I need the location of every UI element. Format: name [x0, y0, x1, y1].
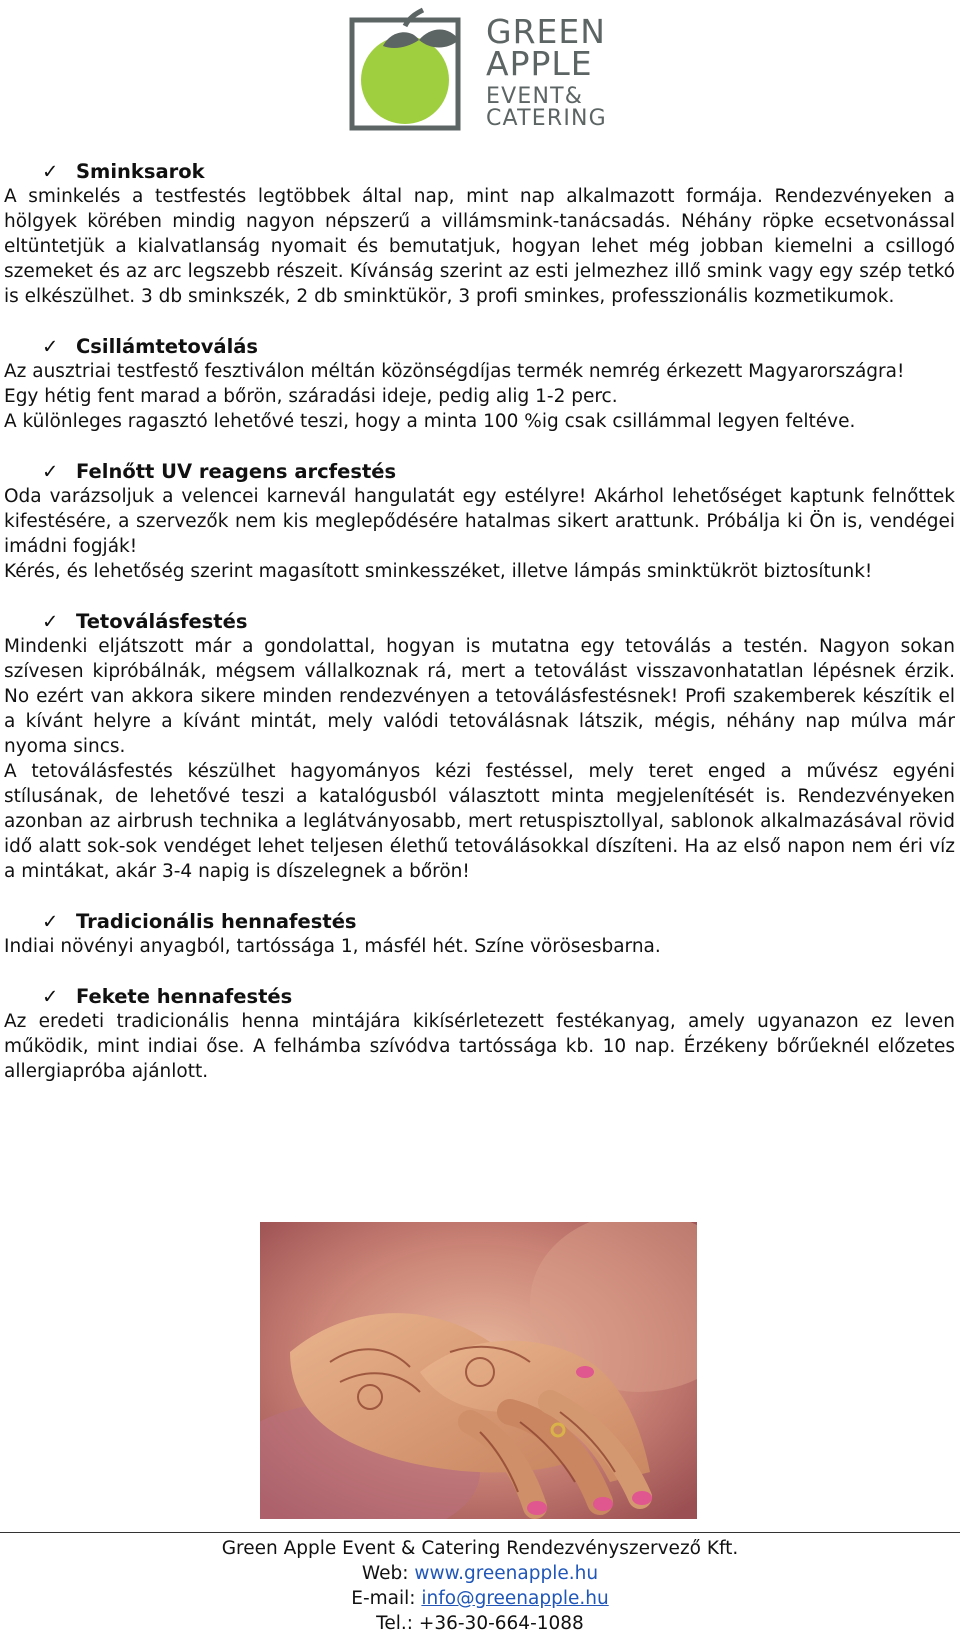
document-body: [4, 159, 955, 1109]
section-paragraph: Mindenki eljátszott már a gondolattal, hogyan is mutatna egy tetoválás a testén. Nagyon sokan szívesen kipróbálnák, mégsem vállalkoznak rá, mert a tetoválást visszavonhatatlan lépésnek érzik. No ezért van akkora sikere minden rendezvényen a tetoválásfestésnek! Profi szakemberek készítik el a kívánt helyre a kívánt mintát, mely valódi tetoválásnak látszik, mégis, néhány nap múlva már nyoma sincs.: [4, 636, 955, 757]
footer-web-link[interactable]: www.greenapple.hu: [414, 1563, 599, 1584]
section-title: ✓ Tradicionális hennafestés: [42, 910, 357, 933]
check-icon: ✓: [42, 985, 59, 1008]
check-icon: ✓: [42, 160, 59, 183]
section-paragraph: Kérés, és lehetőség szerint magasított sminkesszéket, illetve lámpás sminktükröt biztosítunk!: [4, 561, 873, 582]
footer-web: Web: www.greenapple.hu: [361, 1563, 599, 1584]
section-csillamtetovalas: [4, 334, 955, 434]
apple-logo-icon: [349, 4, 479, 136]
section-paragraph: A sminkelés a testfestés legtöbbek által nap, mint nap alkalmazott formája. Rendezvényeken a hölgyek körében mindig nagyon népszerű a villámsmink-tanácsadás. Néhány röpke ecsetvonással eltüntetjük a kialvatlanság nyomait és bemutatjuk, hogyan lehet még jobban kiemelni a csillogó szemeket és az arc legszebb részeit. Kívánság szerint az esti jelmezhez illő smink vagy egy szép tetkó is elkészülhet. 3 db sminkszék, 2 db sminktükör, 3 profi sminkes, professzionális kozmetikumok.: [4, 186, 955, 307]
section-paragraph: Az ausztriai testfestő fesztiválon méltán közönségdíjas termék nemrég érkezett Magyarországra!: [4, 361, 905, 382]
check-icon: ✓: [42, 460, 59, 483]
section-title: ✓ Felnőtt UV reagens arcfestés: [42, 460, 397, 483]
section-tradicionalis-henna: [4, 909, 955, 959]
company-logo: [349, 4, 609, 136]
section-paragraph: Egy hétig fent marad a bőrön, száradási ideje, pedig alig 1-2 perc.: [4, 386, 618, 407]
logo-wordmark: [486, 12, 607, 131]
section-title: ✓ Csillámtetoválás: [42, 335, 259, 358]
section-uv-arcfestes: [4, 459, 955, 584]
section-paragraph: A különleges ragasztó lehetővé teszi, hogy a minta 100 %ig csak csillámmal legyen feltéve.: [4, 411, 856, 432]
section-tetovalasfestes: [4, 609, 955, 884]
section-fekete-henna: [4, 984, 955, 1084]
logo-line-catering: CATERING: [486, 106, 607, 131]
check-icon: ✓: [42, 610, 59, 633]
logo-line-green: GREEN: [486, 12, 606, 51]
footer-email-link[interactable]: info@greenapple.hu: [421, 1588, 609, 1609]
henna-hands-photo: [260, 1222, 697, 1519]
section-title: ✓ Sminksarok: [42, 160, 205, 183]
section-paragraph: A tetoválásfestés készülhet hagyományos kézi festéssel, mely teret enged a művész egyéni stílusának, de lehetővé teszi a katalógusból választott minta megjelenítését is. Rendezvényeken azonban az airbrush technika a leglátványosabb, mert retuspisztollyal, sablonok alkalmazásával rövid idő alatt sok-sok vendéget lehet teljesen élethű tetoválásokkal díszíteni. Ha az első napon nem éri víz a mintákat, akár 3-4 napig is díszelegnek a bőrön!: [4, 761, 955, 882]
section-paragraph: Indiai növényi anyagból, tartóssága 1, másfél hét. Színe vörösesbarna.: [4, 936, 661, 957]
section-title: ✓ Fekete hennafestés: [42, 985, 293, 1008]
logo-line-event: EVENT&: [486, 84, 584, 109]
footer: [0, 1536, 960, 1636]
check-icon: ✓: [42, 335, 59, 358]
section-sminksarok: [4, 159, 955, 309]
footer-divider: [0, 1532, 960, 1533]
section-paragraph: Az eredeti tradicionális henna mintájára kikísérletezett festékanyag, amely ugyanazon ez leven működik, mint indiai őse. A felhámba szívódva tartóssága kb. 10 nap. Érzékeny bőrűeknél előzetes allergiapróba ajánlott.: [4, 1011, 955, 1082]
logo-line-apple: APPLE: [486, 44, 593, 83]
section-paragraph: Oda varázsoljuk a velencei karnevál hangulatát egy estélyre! Akárhol lehetőséget kaptunk felnőttek kifestésére, a szervezők nem kis meglepődésére hatalmas sikert arattunk. Próbálja ki Ön is, vendégei imádni fogják!: [4, 486, 955, 557]
footer-email: E-mail: info@greenapple.hu: [351, 1588, 609, 1609]
footer-phone: Tel.: +36-30-664-1088: [376, 1613, 584, 1634]
section-title: ✓ Tetoválásfestés: [42, 610, 248, 633]
check-icon: ✓: [42, 910, 59, 933]
footer-company: Green Apple Event & Catering Rendezvényszervező Kft.: [221, 1538, 739, 1559]
